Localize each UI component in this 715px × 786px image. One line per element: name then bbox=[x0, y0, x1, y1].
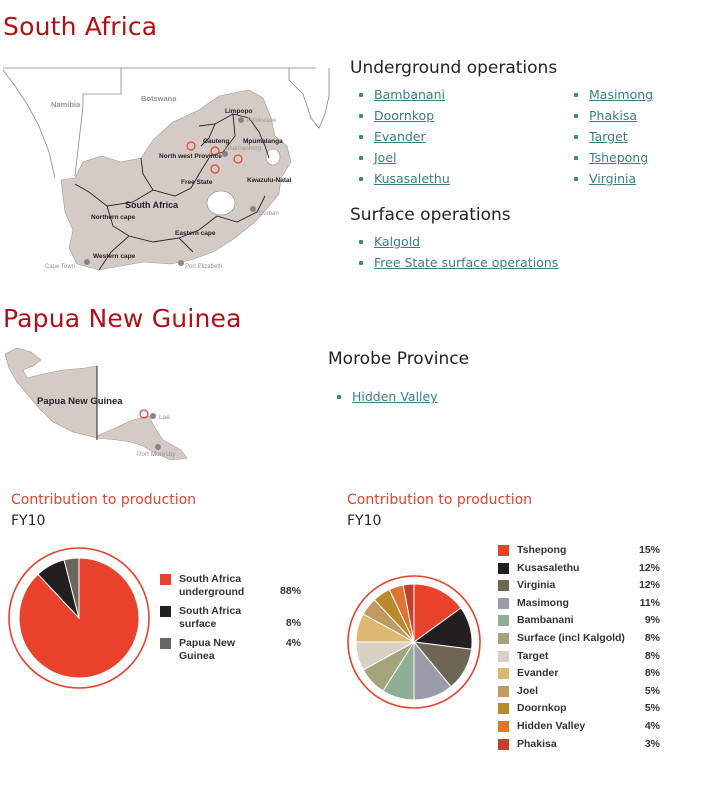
png-title: Papua New Guinea bbox=[3, 304, 242, 333]
list-item bbox=[350, 168, 560, 189]
left-pie-chart bbox=[6, 545, 152, 691]
map-label-south-africa: South Africa bbox=[125, 200, 179, 210]
legend-swatch bbox=[498, 545, 509, 556]
legend-swatch bbox=[160, 606, 171, 617]
legend-value: 8% bbox=[644, 667, 660, 680]
legend-value: 12% bbox=[638, 561, 660, 574]
right-chart-title: Contribution to production bbox=[347, 492, 533, 508]
legend-swatch bbox=[498, 580, 509, 591]
map-label-port-moresby: Port Moresby bbox=[137, 451, 176, 458]
map-label-durban: Durban bbox=[259, 211, 279, 217]
list-item bbox=[350, 231, 650, 252]
legend-value: 3% bbox=[644, 737, 660, 750]
legend-swatch bbox=[498, 563, 509, 574]
left-chart-title: Contribution to production bbox=[11, 492, 197, 508]
legend-row-hidden-valley bbox=[498, 720, 663, 738]
list-item bbox=[350, 105, 560, 126]
legend-value: 5% bbox=[644, 684, 660, 697]
legend-row-surface-incl-kalgold bbox=[498, 632, 663, 650]
legend-row-bambanani bbox=[498, 614, 663, 632]
legend-label: Phakisa bbox=[517, 737, 557, 750]
legend-row-phakisa bbox=[498, 738, 663, 756]
legend-swatch bbox=[498, 739, 509, 750]
legend-label: Tshepong bbox=[517, 544, 567, 556]
legend-swatch bbox=[498, 703, 509, 714]
legend-label: Masimong bbox=[517, 596, 569, 609]
map-label-lae: Lae bbox=[159, 414, 170, 421]
legend-swatch bbox=[498, 615, 509, 626]
list-item bbox=[565, 105, 705, 126]
legend-value: 8% bbox=[644, 649, 660, 662]
map-label-mpumalanga: Mpumalanga bbox=[243, 138, 283, 145]
legend-value: 4% bbox=[644, 720, 660, 732]
legend-label: Doornkop bbox=[517, 702, 567, 715]
map-label-namibia: Namibia bbox=[51, 100, 81, 109]
list-item bbox=[350, 147, 560, 168]
legend-label: Surface (incl Kalgold) bbox=[517, 632, 625, 644]
link-target[interactable]: Target bbox=[589, 129, 628, 144]
link-virginia[interactable]: Virginia bbox=[589, 171, 637, 186]
list-item bbox=[565, 147, 705, 168]
legend-swatch bbox=[498, 633, 509, 644]
right-chart-period: FY10 bbox=[347, 513, 382, 529]
map-label-png: Papua New Guinea bbox=[37, 396, 123, 407]
legend-value: 11% bbox=[639, 596, 660, 609]
map-label-johannesburg: Johannesburg bbox=[223, 146, 262, 152]
map-label-free-state: Free State bbox=[181, 179, 213, 186]
legend-value: 8% bbox=[285, 617, 301, 629]
list-item bbox=[350, 84, 560, 105]
legend-label: Target bbox=[517, 649, 549, 662]
png-map bbox=[3, 344, 203, 468]
legend-value: 5% bbox=[644, 702, 660, 715]
link-hidden-valley[interactable]: Hidden Valley bbox=[352, 389, 438, 404]
legend-swatch bbox=[498, 651, 509, 662]
legend-swatch bbox=[498, 668, 509, 679]
list-item bbox=[350, 126, 560, 147]
list-item bbox=[565, 84, 705, 105]
legend-label: Virginia bbox=[517, 579, 556, 592]
legend-label: South Africa surface bbox=[179, 605, 242, 630]
morobe-list bbox=[328, 386, 628, 407]
legend-row-target bbox=[498, 650, 663, 668]
legend-row-doornkop bbox=[498, 702, 663, 720]
map-label-north-west: North west Province bbox=[159, 153, 222, 160]
surface-list bbox=[350, 231, 650, 273]
map-label-gauteng: Gauteng bbox=[203, 138, 230, 145]
legend-swatch bbox=[498, 686, 509, 697]
link-masimong[interactable]: Masimong bbox=[589, 87, 654, 102]
list-item bbox=[565, 126, 705, 147]
legend-swatch bbox=[498, 598, 509, 609]
legend-row-virginia bbox=[498, 579, 663, 597]
right-pie-chart bbox=[345, 573, 483, 711]
link-free-state-surface[interactable]: Free State surface operations bbox=[374, 255, 559, 270]
link-kalgold[interactable]: Kalgold bbox=[374, 234, 421, 249]
legend-row-tshepong bbox=[498, 544, 663, 562]
map-label-limpopo: Limpopo bbox=[225, 108, 253, 115]
south-africa-title: South Africa bbox=[3, 12, 158, 41]
legend-value: 12% bbox=[638, 579, 660, 592]
legend-swatch bbox=[160, 638, 171, 649]
link-evander[interactable]: Evander bbox=[374, 129, 426, 144]
map-label-northern-cape: Northern cape bbox=[91, 214, 136, 221]
list-item bbox=[565, 168, 705, 189]
map-label-cape-town: Cape Town bbox=[45, 264, 75, 270]
legend-row-south-africa-underground bbox=[160, 573, 305, 605]
map-label-port-elizabeth: Port Elizabeth bbox=[185, 264, 223, 270]
legend-value: 4% bbox=[285, 637, 301, 649]
map-label-kwazulu-natal: Kwazulu-Natal bbox=[247, 177, 292, 184]
south-africa-map bbox=[3, 66, 333, 280]
link-kusasalethu[interactable]: Kusasalethu bbox=[374, 171, 450, 186]
legend-swatch bbox=[498, 721, 509, 732]
legend-label: Kusasalethu bbox=[517, 561, 580, 574]
legend-row-papua-new-guinea bbox=[160, 637, 305, 662]
underground-list-col2 bbox=[565, 84, 705, 189]
map-label-polokwane: Polokwane bbox=[247, 118, 277, 124]
legend-value: 9% bbox=[644, 614, 660, 627]
legend-value: 88% bbox=[279, 585, 301, 597]
legend-label: Papua New Guinea bbox=[179, 637, 236, 662]
legend-label: Hidden Valley bbox=[517, 720, 586, 732]
underground-operations-heading: Underground operations bbox=[350, 58, 558, 78]
map-label-eastern-cape: Eastern cape bbox=[175, 230, 216, 237]
link-bambanani[interactable]: Bambanani bbox=[374, 87, 445, 102]
legend-row-kusasalethu bbox=[498, 562, 663, 580]
map-label-western-cape: Western cape bbox=[93, 253, 136, 260]
underground-list-col1 bbox=[350, 84, 560, 189]
legend-row-masimong bbox=[498, 597, 663, 615]
list-item bbox=[350, 252, 650, 273]
legend-row-south-africa-surface bbox=[160, 605, 305, 637]
link-phakisa[interactable]: Phakisa bbox=[589, 108, 638, 123]
surface-operations-heading: Surface operations bbox=[350, 205, 511, 225]
legend-swatch bbox=[160, 574, 171, 585]
map-label-botswana: Botswana bbox=[141, 94, 177, 103]
legend-value: 15% bbox=[638, 544, 660, 556]
link-joel[interactable]: Joel bbox=[374, 150, 397, 165]
legend-row-joel bbox=[498, 685, 663, 703]
link-tshepong[interactable]: Tshepong bbox=[589, 150, 649, 165]
legend-label: Joel bbox=[517, 684, 539, 697]
operation-marker bbox=[140, 410, 148, 418]
morobe-province-heading: Morobe Province bbox=[328, 349, 470, 369]
list-item bbox=[328, 386, 628, 407]
left-chart-period: FY10 bbox=[11, 513, 46, 529]
legend-label: Bambanani bbox=[517, 614, 574, 627]
link-doornkop[interactable]: Doornkop bbox=[374, 108, 435, 123]
legend-label: South Africa underground bbox=[179, 573, 245, 598]
legend-row-evander bbox=[498, 667, 663, 685]
legend-label: Evander bbox=[517, 667, 559, 680]
legend-value: 8% bbox=[644, 632, 660, 644]
